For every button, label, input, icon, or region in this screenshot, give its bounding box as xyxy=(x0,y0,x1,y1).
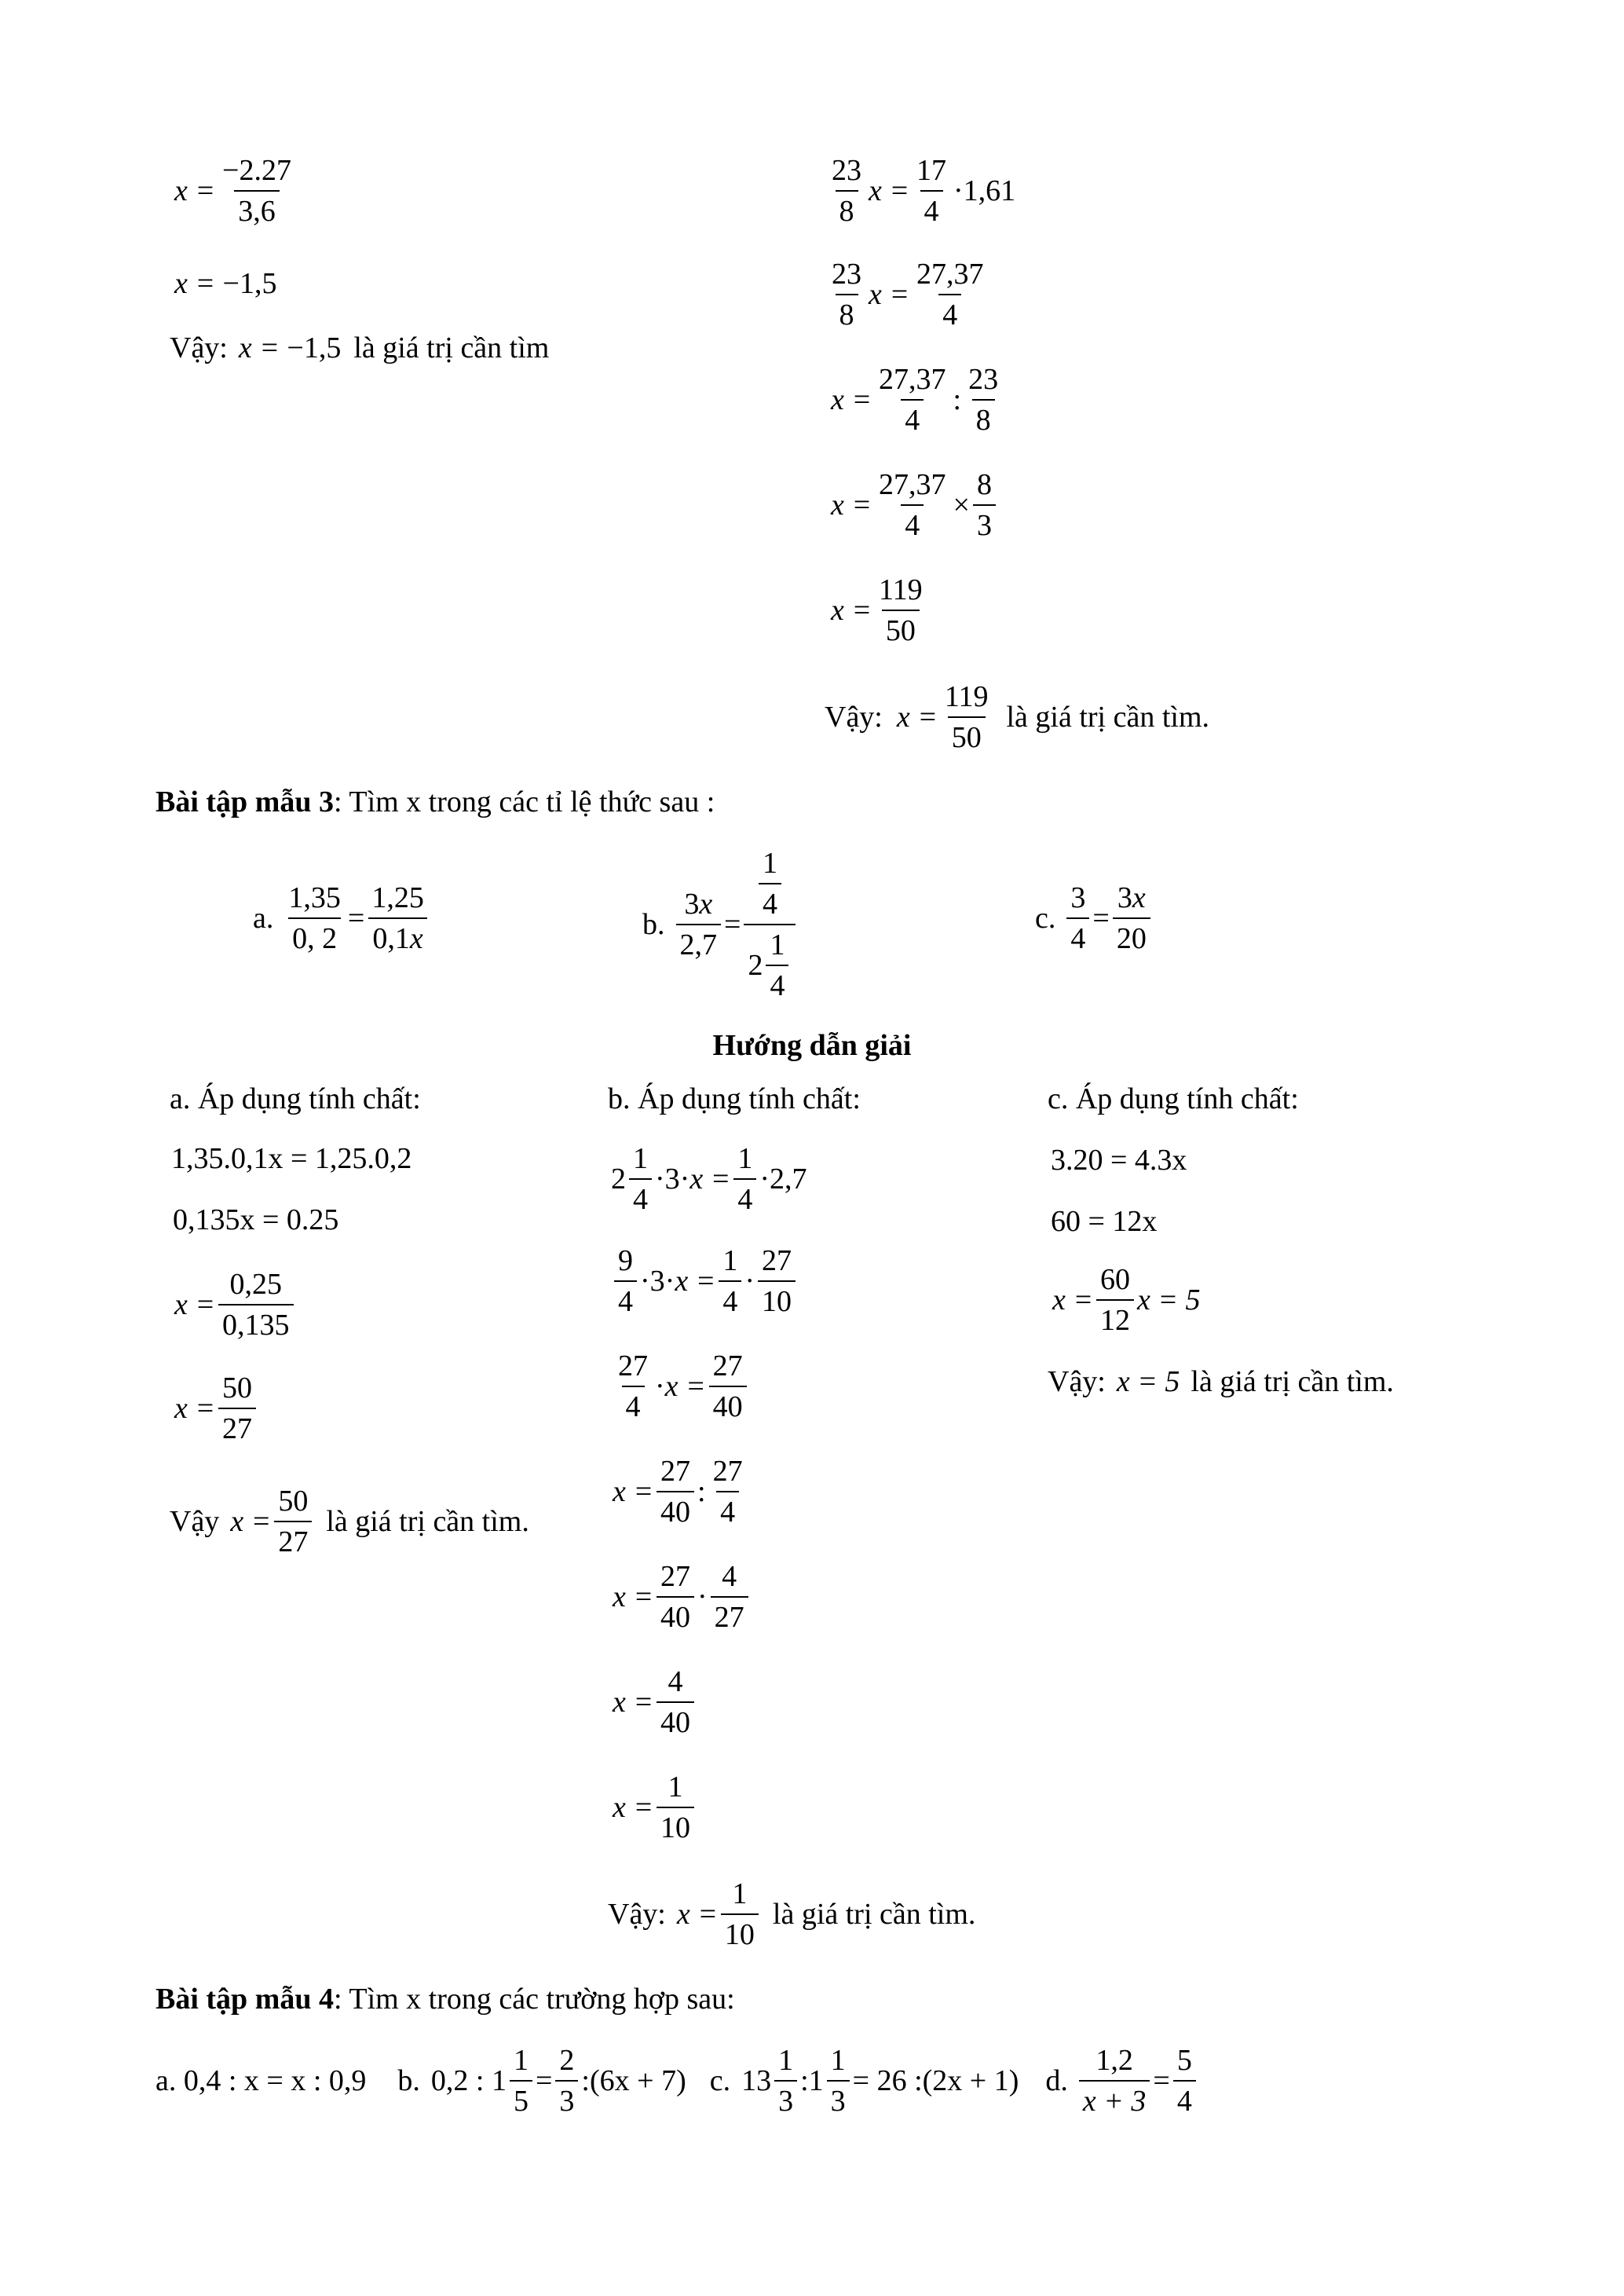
numerator: 2 xyxy=(559,2044,575,2077)
ex3-part-a: a. $\frac{1,35}{0, 2}$ = $\frac{1,25}{0,1x}$ xyxy=(253,883,431,954)
denominator: 10 xyxy=(758,1280,796,1316)
sol-c-conclusion xyxy=(1048,1367,1394,1397)
numerator: 23 xyxy=(832,154,861,187)
numerator: 119 xyxy=(879,573,923,606)
denominator: 3 xyxy=(973,504,996,540)
part-label: b. xyxy=(397,2064,420,2097)
mixed-whole: 2 xyxy=(748,949,763,982)
numerator: 1 xyxy=(732,1877,748,1910)
numerator: 0,25 xyxy=(229,1268,283,1301)
denominator: 50 xyxy=(882,610,920,646)
numerator: 50 xyxy=(222,1371,253,1404)
numerator: 60 xyxy=(1100,1263,1131,1296)
sol-c-head xyxy=(1048,1084,1299,1114)
mixed-whole: 1 xyxy=(808,2064,824,2097)
denominator: 27 xyxy=(218,1408,256,1444)
sol-a-head-text: a. Áp dụng tính chất: xyxy=(170,1082,421,1115)
ex3-title-rest: : Tìm x trong các tỉ lệ thức sau : xyxy=(333,785,715,818)
sol-a-head xyxy=(170,1084,421,1114)
denominator: 8 xyxy=(972,399,995,435)
numerator: 23 xyxy=(832,258,861,291)
col2-conclusion: Vậy: x = $\frac{119}{50}$ là giá trị cần tìm. xyxy=(825,680,1210,754)
vay-label: Vậy: xyxy=(1048,1365,1106,1398)
denominator: 27 xyxy=(274,1521,312,1557)
denominator: 4 xyxy=(901,504,924,540)
denominator: 10 xyxy=(657,1807,694,1843)
denominator: 40 xyxy=(657,1701,694,1738)
ex4-c-tail: = 26 :(2x + 1) xyxy=(852,2064,1019,2097)
denominator: 4 xyxy=(920,190,943,226)
sol-b-line5: x = $\frac{27}{40}$ · $\frac{4}{27}$ xyxy=(613,1562,752,1632)
part-label: c. xyxy=(709,2064,731,2097)
numerator: 1 xyxy=(737,1142,753,1175)
numerator: 1 xyxy=(722,1244,738,1277)
denominator: 8 xyxy=(836,190,858,226)
mixed-whole: 2 xyxy=(611,1163,626,1196)
denominator: 0, 2 xyxy=(288,917,341,954)
ex4-b-pre: 0,2 : 1 xyxy=(430,2064,507,2097)
vay-label: Vậy xyxy=(170,1505,220,1538)
numerator: 27 xyxy=(712,1455,743,1488)
denominator: 50 xyxy=(948,716,986,753)
numerator: 1,2 xyxy=(1095,2044,1133,2077)
sol-a-line3: x = $\frac{0,25}{0,135}$ xyxy=(174,1269,297,1340)
vay-suffix: là giá trị cần tìm xyxy=(353,331,550,364)
ex3-part-b: b. $\frac{3x}{2,7}$ = $\frac{1}{4}$ 2 $\frac{1}{4}$ xyxy=(642,848,799,1001)
part-label: a. xyxy=(253,902,274,935)
ex4-title xyxy=(155,1984,735,2014)
denominator: x + 3 xyxy=(1079,2080,1150,2116)
vay-value: x = 5 xyxy=(1116,1365,1180,1398)
operator: : xyxy=(697,1475,706,1508)
numerator: 27 xyxy=(660,1455,691,1488)
denominator: 3 xyxy=(555,2080,578,2116)
denominator: 4 xyxy=(719,1280,741,1316)
numerator: 1 xyxy=(778,2044,794,2077)
denominator: 3,6 xyxy=(234,190,280,226)
sol-a-conclusion: Vậy x = $\frac{50}{27}$ là giá trị cần tìm. xyxy=(170,1485,529,1558)
sol-c-line1 xyxy=(1051,1145,1187,1175)
sol-b-line2: $\frac{9}{4}$ ·3· x = $\frac{1}{4}$ · $\frac{27}{10}$ xyxy=(611,1246,799,1316)
sol-a-l1-text: 1,35.0,1x = 1,25.0,2 xyxy=(171,1142,412,1175)
ex3-title xyxy=(155,787,715,817)
mid-ops: ·3· xyxy=(640,1265,675,1298)
denominator: 4 xyxy=(614,1280,637,1316)
numerator: 27 xyxy=(712,1349,743,1382)
sol-c-l1-text: 3.20 = 4.3x xyxy=(1051,1144,1187,1177)
denominator: 10 xyxy=(721,1913,759,1950)
ex4-part-a: a. 0,4 : x = x : 0,9 xyxy=(155,2064,367,2097)
vay-label: Vậy: xyxy=(170,331,228,364)
numerator: −2.27 xyxy=(222,154,291,187)
numerator: 27,37 xyxy=(879,363,946,396)
denominator: 4 xyxy=(1173,2080,1196,2116)
sol-b-head-text: b. Áp dụng tính chất: xyxy=(608,1082,861,1115)
sol-b-line1: 2 $\frac{1}{4}$ ·3· x = $\frac{1}{4}$ ·2,7 xyxy=(611,1142,807,1216)
numerator: 5 xyxy=(1176,2044,1192,2077)
denominator: 40 xyxy=(709,1386,747,1422)
numerator: 3 xyxy=(684,888,700,921)
denominator: 2,7 xyxy=(676,924,722,960)
numerator: 3 xyxy=(1117,881,1132,914)
denominator: 4 xyxy=(1066,917,1089,954)
denominator: 3 xyxy=(774,2080,797,2116)
numerator: 1 xyxy=(762,847,777,880)
denominator: 0,135 xyxy=(218,1304,294,1340)
col2-row2: $\frac{23}{8}$ x = $\frac{27,37}{4}$ xyxy=(825,259,991,330)
eq2-value: −1,5 xyxy=(222,267,277,300)
col1-eq1 xyxy=(174,156,298,226)
vay-suffix: là giá trị cần tìm. xyxy=(326,1505,529,1538)
col2-row5: x = $\frac{119}{50}$ xyxy=(831,575,930,646)
operator: × xyxy=(953,489,970,522)
numerator: 1 xyxy=(668,1771,683,1803)
numerator: 3 xyxy=(1070,881,1086,914)
col1-eq2: x = −1,5 xyxy=(174,267,277,300)
sol-b-head xyxy=(608,1084,861,1114)
sol-c-line2 xyxy=(1051,1207,1157,1236)
denominator: 40 xyxy=(657,1491,694,1527)
numerator: 1 xyxy=(830,2044,846,2077)
numerator: 27,37 xyxy=(916,258,984,291)
ex4-b-tail: :(6x + 7) xyxy=(581,2064,686,2097)
sol-a-l2-text: 0,135x = 0.25 xyxy=(173,1203,339,1236)
r1-tail: ·1,61 xyxy=(953,174,1016,207)
numerator: 27 xyxy=(660,1560,691,1593)
denominator: 3 xyxy=(827,2080,850,2116)
denominator: 5 xyxy=(510,2080,532,2116)
part-label: b. xyxy=(642,908,665,941)
l3-tail: x = 5 xyxy=(1137,1283,1201,1316)
ex3-title-bold: Bài tập mẫu 3 xyxy=(155,785,334,818)
tail: ·2,7 xyxy=(759,1163,807,1196)
numerator: 17 xyxy=(916,154,947,187)
numerator: 9 xyxy=(618,1244,633,1277)
numerator: 1 xyxy=(633,1142,648,1175)
mixed-whole: 13 xyxy=(741,2064,772,2097)
numerator: 1,25 xyxy=(371,881,424,914)
vay-suffix: là giá trị cần tìm. xyxy=(1191,1365,1394,1398)
numerator: 1,35 xyxy=(288,881,341,914)
ex4-title-rest: : Tìm x trong các trường hợp sau: xyxy=(333,1983,735,2016)
sol-b-line4: x = $\frac{27}{40}$ : $\frac{27}{4}$ xyxy=(613,1456,750,1527)
denominator: 4 xyxy=(622,1386,645,1422)
vay-suffix: là giá trị cần tìm. xyxy=(772,1898,976,1931)
ex4-problems: a. 0,4 : x = x : 0,9 b. 0,2 : 1 $\frac{1}{5}$ = $\frac{2}{3}$ :(6x + 7) c. 13 $\frac{1}{3}$ : 1 $\frac{1}{3}$ = 26 :(2x + 1) d. $\frac{1,2}{x + 3}$ = $\frac{5}{4}$ xyxy=(155,2045,1199,2116)
sol-a-line2 xyxy=(173,1205,338,1235)
vay-label: Vậy: xyxy=(825,701,883,734)
sol-c-head-text: c. Áp dụng tính chất: xyxy=(1048,1082,1299,1115)
numerator: 27,37 xyxy=(879,468,946,501)
denominator: 4 xyxy=(759,883,781,919)
sol-a-line1 xyxy=(171,1144,411,1174)
denominator: 40 xyxy=(657,1596,694,1632)
sol-b-conclusion: Vậy: x = $\frac{1}{10}$ là giá trị cần tìm. xyxy=(608,1877,976,1951)
col2-row1: $\frac{23}{8}$ x = $\frac{17}{4}$ ·1,61 xyxy=(825,156,1015,226)
col2-row4: x = $\frac{27,37}{4}$ × $\frac{8}{3}$ xyxy=(831,470,999,540)
denominator: 4 xyxy=(901,399,924,435)
denominator: 8 xyxy=(836,294,858,330)
sol-c-l2-text: 60 = 12x xyxy=(1051,1205,1158,1238)
col1-conclusion: Vậy: x = −1,5 là giá trị cần tìm xyxy=(170,331,550,364)
complex-fraction xyxy=(744,848,796,1001)
guide-title xyxy=(0,1031,1624,1060)
guide-title-text: Hướng dẫn giải xyxy=(712,1029,912,1062)
denominator: 0,1 xyxy=(372,922,410,955)
part-label: c. xyxy=(1035,902,1056,935)
operator: : xyxy=(953,383,962,416)
numerator: 119 xyxy=(944,680,989,713)
sol-a-line4: x = $\frac{50}{27}$ xyxy=(174,1373,259,1444)
numerator: 1 xyxy=(770,928,785,961)
vay-label: Vậy: xyxy=(608,1898,666,1931)
denominator: 4 xyxy=(716,1491,739,1527)
numerator: 50 xyxy=(278,1485,309,1518)
sol-b-line7: x = $\frac{1}{10}$ xyxy=(613,1772,697,1843)
sol-b-line6: x = $\frac{4}{40}$ xyxy=(613,1667,697,1738)
col2-row3: x = $\frac{27,37}{4}$ : $\frac{23}{8}$ xyxy=(831,364,1005,435)
numerator: 4 xyxy=(668,1665,683,1698)
ex4-title-bold: Bài tập mẫu 4 xyxy=(155,1983,334,2016)
denominator: 27 xyxy=(711,1596,748,1632)
fraction xyxy=(218,156,295,226)
sol-c-line3: x = $\frac{60}{12}$ x = 5 xyxy=(1052,1263,1201,1337)
denominator: 12 xyxy=(1096,1299,1134,1335)
denominator: 4 xyxy=(629,1178,652,1214)
numerator: 27 xyxy=(761,1244,792,1277)
numerator: 8 xyxy=(976,468,992,501)
part-label: d. xyxy=(1045,2064,1068,2097)
numerator: 1 xyxy=(513,2044,529,2077)
denominator: 4 xyxy=(766,965,788,1001)
numerator: 23 xyxy=(968,363,999,396)
denominator: 4 xyxy=(938,294,961,330)
ex3-part-c: c. $\frac{3}{4}$ = $\frac{3x}{20}$ xyxy=(1035,883,1154,954)
vay-suffix: là giá trị cần tìm. xyxy=(1006,701,1210,734)
eq-lhs: x = xyxy=(174,174,216,207)
numerator: 27 xyxy=(618,1349,648,1382)
numerator: 4 xyxy=(722,1560,737,1593)
denominator: 4 xyxy=(733,1178,756,1214)
mid-ops: ·3· xyxy=(655,1163,690,1196)
denominator: 20 xyxy=(1113,917,1150,954)
sol-b-line3: $\frac{27}{4}$ · x = $\frac{27}{40}$ xyxy=(611,1351,750,1422)
vay-value: −1,5 xyxy=(287,331,342,364)
